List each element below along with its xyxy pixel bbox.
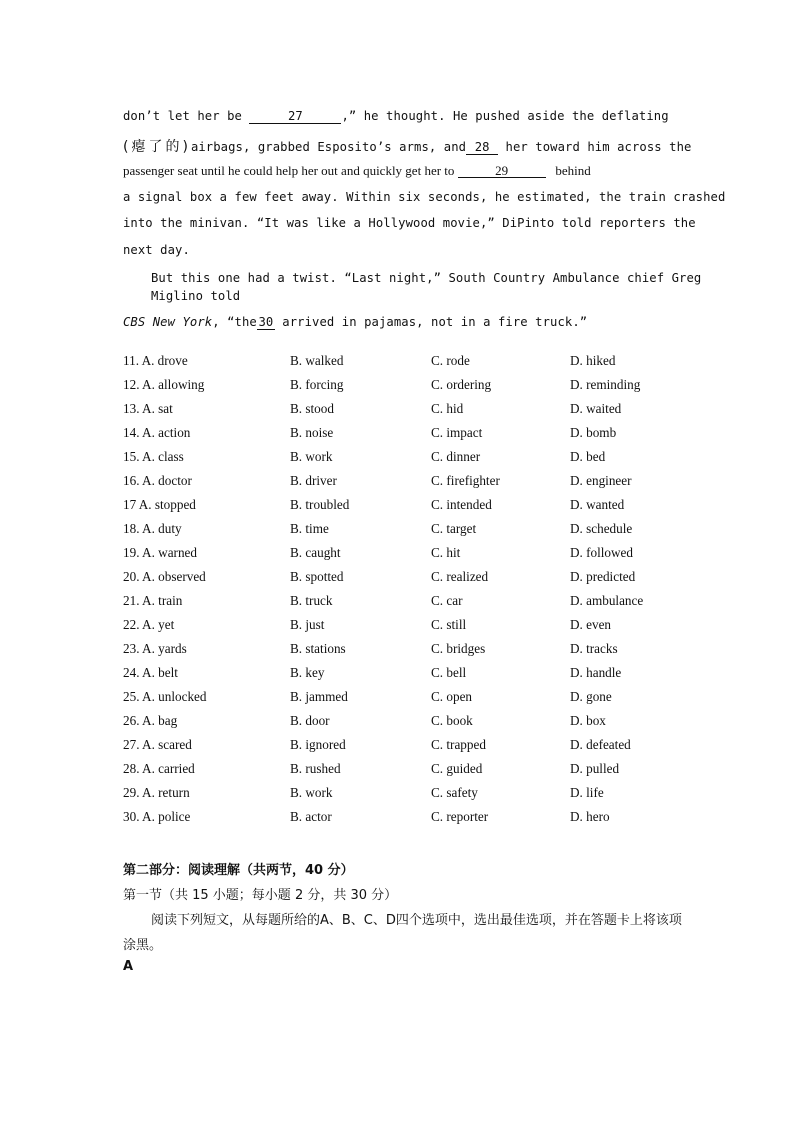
option-row: [123, 761, 683, 779]
option-d: D. pulled: [570, 761, 620, 776]
option-c: C. still: [431, 617, 467, 632]
option-row: [123, 401, 683, 419]
option-a: 11. A. drove: [123, 353, 188, 368]
option-a: 15. A. class: [123, 449, 184, 464]
option-d: D. hero: [570, 809, 610, 824]
blank-28: 28: [466, 141, 498, 155]
option-row: [123, 569, 683, 587]
option-b: B. key: [290, 665, 325, 680]
passage-line-7: But this one had a twist. “Last night,” South Country Ambulance chief Greg: [151, 271, 702, 285]
option-row: [123, 521, 683, 539]
blank-29: 29: [458, 164, 546, 178]
option-row: [123, 785, 683, 803]
option-a: 14. A. action: [123, 425, 191, 440]
option-row: [123, 617, 683, 635]
passage-text: passenger seat until he could help her out and quickly get her to: [123, 163, 458, 178]
chinese-gloss: (瘪了的): [123, 139, 191, 155]
option-d: D. schedule: [570, 521, 633, 536]
option-d: D. even: [570, 617, 612, 632]
option-d: D. followed: [570, 545, 633, 560]
option-row: [123, 497, 683, 515]
option-b: B. spotted: [290, 569, 344, 584]
passage-text: behind: [545, 163, 591, 178]
option-c: C. dinner: [431, 449, 481, 464]
option-c: C. bridges: [431, 641, 486, 656]
option-a: 20. A. observed: [123, 569, 206, 584]
option-b: B. just: [290, 617, 325, 632]
passage-line-5: into the minivan. “It was like a Hollywood movie,” DiPinto told reporters the: [123, 216, 696, 230]
option-a: 24. A. belt: [123, 665, 178, 680]
option-b: B. stood: [290, 401, 334, 416]
option-a: 28. A. carried: [123, 761, 195, 776]
option-c: C. safety: [431, 785, 478, 800]
option-b: B. driver: [290, 473, 337, 488]
option-d: D. ambulance: [570, 593, 644, 608]
option-b: B. walked: [290, 353, 344, 368]
option-d: D. gone: [570, 689, 612, 704]
option-a: 29. A. return: [123, 785, 190, 800]
option-c: C. target: [431, 521, 477, 536]
option-b: B. forcing: [290, 377, 344, 392]
passage-line-9: [123, 315, 587, 330]
option-c: C. impact: [431, 425, 483, 440]
option-d: D. defeated: [570, 737, 631, 752]
passage-text: , “the: [212, 315, 257, 329]
option-c: C. firefighter: [431, 473, 500, 488]
option-c: C. book: [431, 713, 473, 728]
option-a: 27. A. scared: [123, 737, 192, 752]
option-d: D. predicted: [570, 569, 636, 584]
passage-text: her toward him across the: [498, 140, 692, 154]
option-b: B. work: [290, 449, 333, 464]
option-d: D. bomb: [570, 425, 617, 440]
option-d: D. engineer: [570, 473, 632, 488]
option-a: 23. A. yards: [123, 641, 187, 656]
option-a: 19. A. warned: [123, 545, 197, 560]
option-b: B. noise: [290, 425, 334, 440]
option-a: 16. A. doctor: [123, 473, 192, 488]
option-row: [123, 377, 683, 395]
option-b: B. time: [290, 521, 329, 536]
passage-line-8: Miglino told: [151, 289, 241, 303]
option-a: 26. A. bag: [123, 713, 178, 728]
option-b: B. jammed: [290, 689, 348, 704]
passage-line-2: [123, 136, 692, 156]
option-c: C. hit: [431, 545, 461, 560]
option-b: B. truck: [290, 593, 333, 608]
option-c: C. rode: [431, 353, 470, 368]
option-row: [123, 641, 683, 659]
option-row: [123, 425, 683, 443]
option-d: D. box: [570, 713, 606, 728]
option-row: [123, 737, 683, 755]
option-c: C. trapped: [431, 737, 486, 752]
option-b: B. ignored: [290, 737, 346, 752]
option-c: C. car: [431, 593, 463, 608]
option-c: C. ordering: [431, 377, 492, 392]
option-c: C. guided: [431, 761, 483, 776]
option-b: B. caught: [290, 545, 341, 560]
option-a: 22. A. yet: [123, 617, 175, 632]
option-c: C. reporter: [431, 809, 489, 824]
passage-text: airbags, grabbed Esposito’s arms, and: [190, 140, 467, 154]
option-row: [123, 449, 683, 467]
option-row: [123, 809, 683, 827]
option-a: 13. A. sat: [123, 401, 173, 416]
option-c: C. realized: [431, 569, 489, 584]
option-d: D. tracks: [570, 641, 618, 656]
option-row: [123, 353, 683, 371]
option-c: C. bell: [431, 665, 467, 680]
option-b: B. stations: [290, 641, 346, 656]
option-d: D. life: [570, 785, 604, 800]
option-d: D. reminding: [570, 377, 641, 392]
option-c: C. hid: [431, 401, 464, 416]
instruction-line-1: 阅读下列短文，从每题所给的A、B、C、D四个选项中，选出最佳选项，并在答题卡上将该项: [151, 913, 682, 928]
passage-line-3: [123, 163, 591, 179]
part2-heading: 第二部分：阅读理解（共两节，40 分）: [123, 863, 354, 878]
passage-line-6: next day.: [123, 243, 190, 257]
option-d: D. hiked: [570, 353, 616, 368]
passage-text: arrived in pajamas, not in a fire truck.”: [274, 315, 588, 329]
option-c: C. intended: [431, 497, 492, 512]
option-row: [123, 593, 683, 611]
option-a: 25. A. unlocked: [123, 689, 207, 704]
option-row: [123, 713, 683, 731]
source-name: CBS New York: [123, 315, 213, 329]
option-a: 17 A. stopped: [123, 497, 196, 512]
option-row: [123, 473, 683, 491]
blank-30: 30: [258, 315, 274, 329]
option-b: B. rushed: [290, 761, 341, 776]
instruction-line-2: 涂黑。: [123, 938, 163, 953]
option-b: B. work: [290, 785, 333, 800]
passage-label: A: [123, 959, 134, 974]
passage-line-4: a signal box a few feet away. Within six seconds, he estimated, the train crashed: [123, 190, 726, 204]
option-b: B. door: [290, 713, 330, 728]
blank-27: 27: [249, 110, 341, 124]
passage-text: ,” he thought. He pushed aside the deflating: [341, 109, 669, 123]
option-a: 30. A. police: [123, 809, 191, 824]
option-d: D. wanted: [570, 497, 625, 512]
section1-heading: 第一节（共 15 小题；每小题 2 分，共 30 分）: [123, 888, 398, 903]
option-b: B. troubled: [290, 497, 350, 512]
option-a: 18. A. duty: [123, 521, 182, 536]
option-row: [123, 689, 683, 707]
option-c: C. open: [431, 689, 473, 704]
option-b: B. actor: [290, 809, 332, 824]
option-row: [123, 545, 683, 563]
option-a: 12. A. allowing: [123, 377, 205, 392]
option-d: D. bed: [570, 449, 606, 464]
passage-line-1: [123, 109, 669, 124]
option-d: D. waited: [570, 401, 622, 416]
option-d: D. handle: [570, 665, 622, 680]
option-a: 21. A. train: [123, 593, 183, 608]
option-row: [123, 665, 683, 683]
passage-text: don’t let her be: [123, 109, 250, 123]
